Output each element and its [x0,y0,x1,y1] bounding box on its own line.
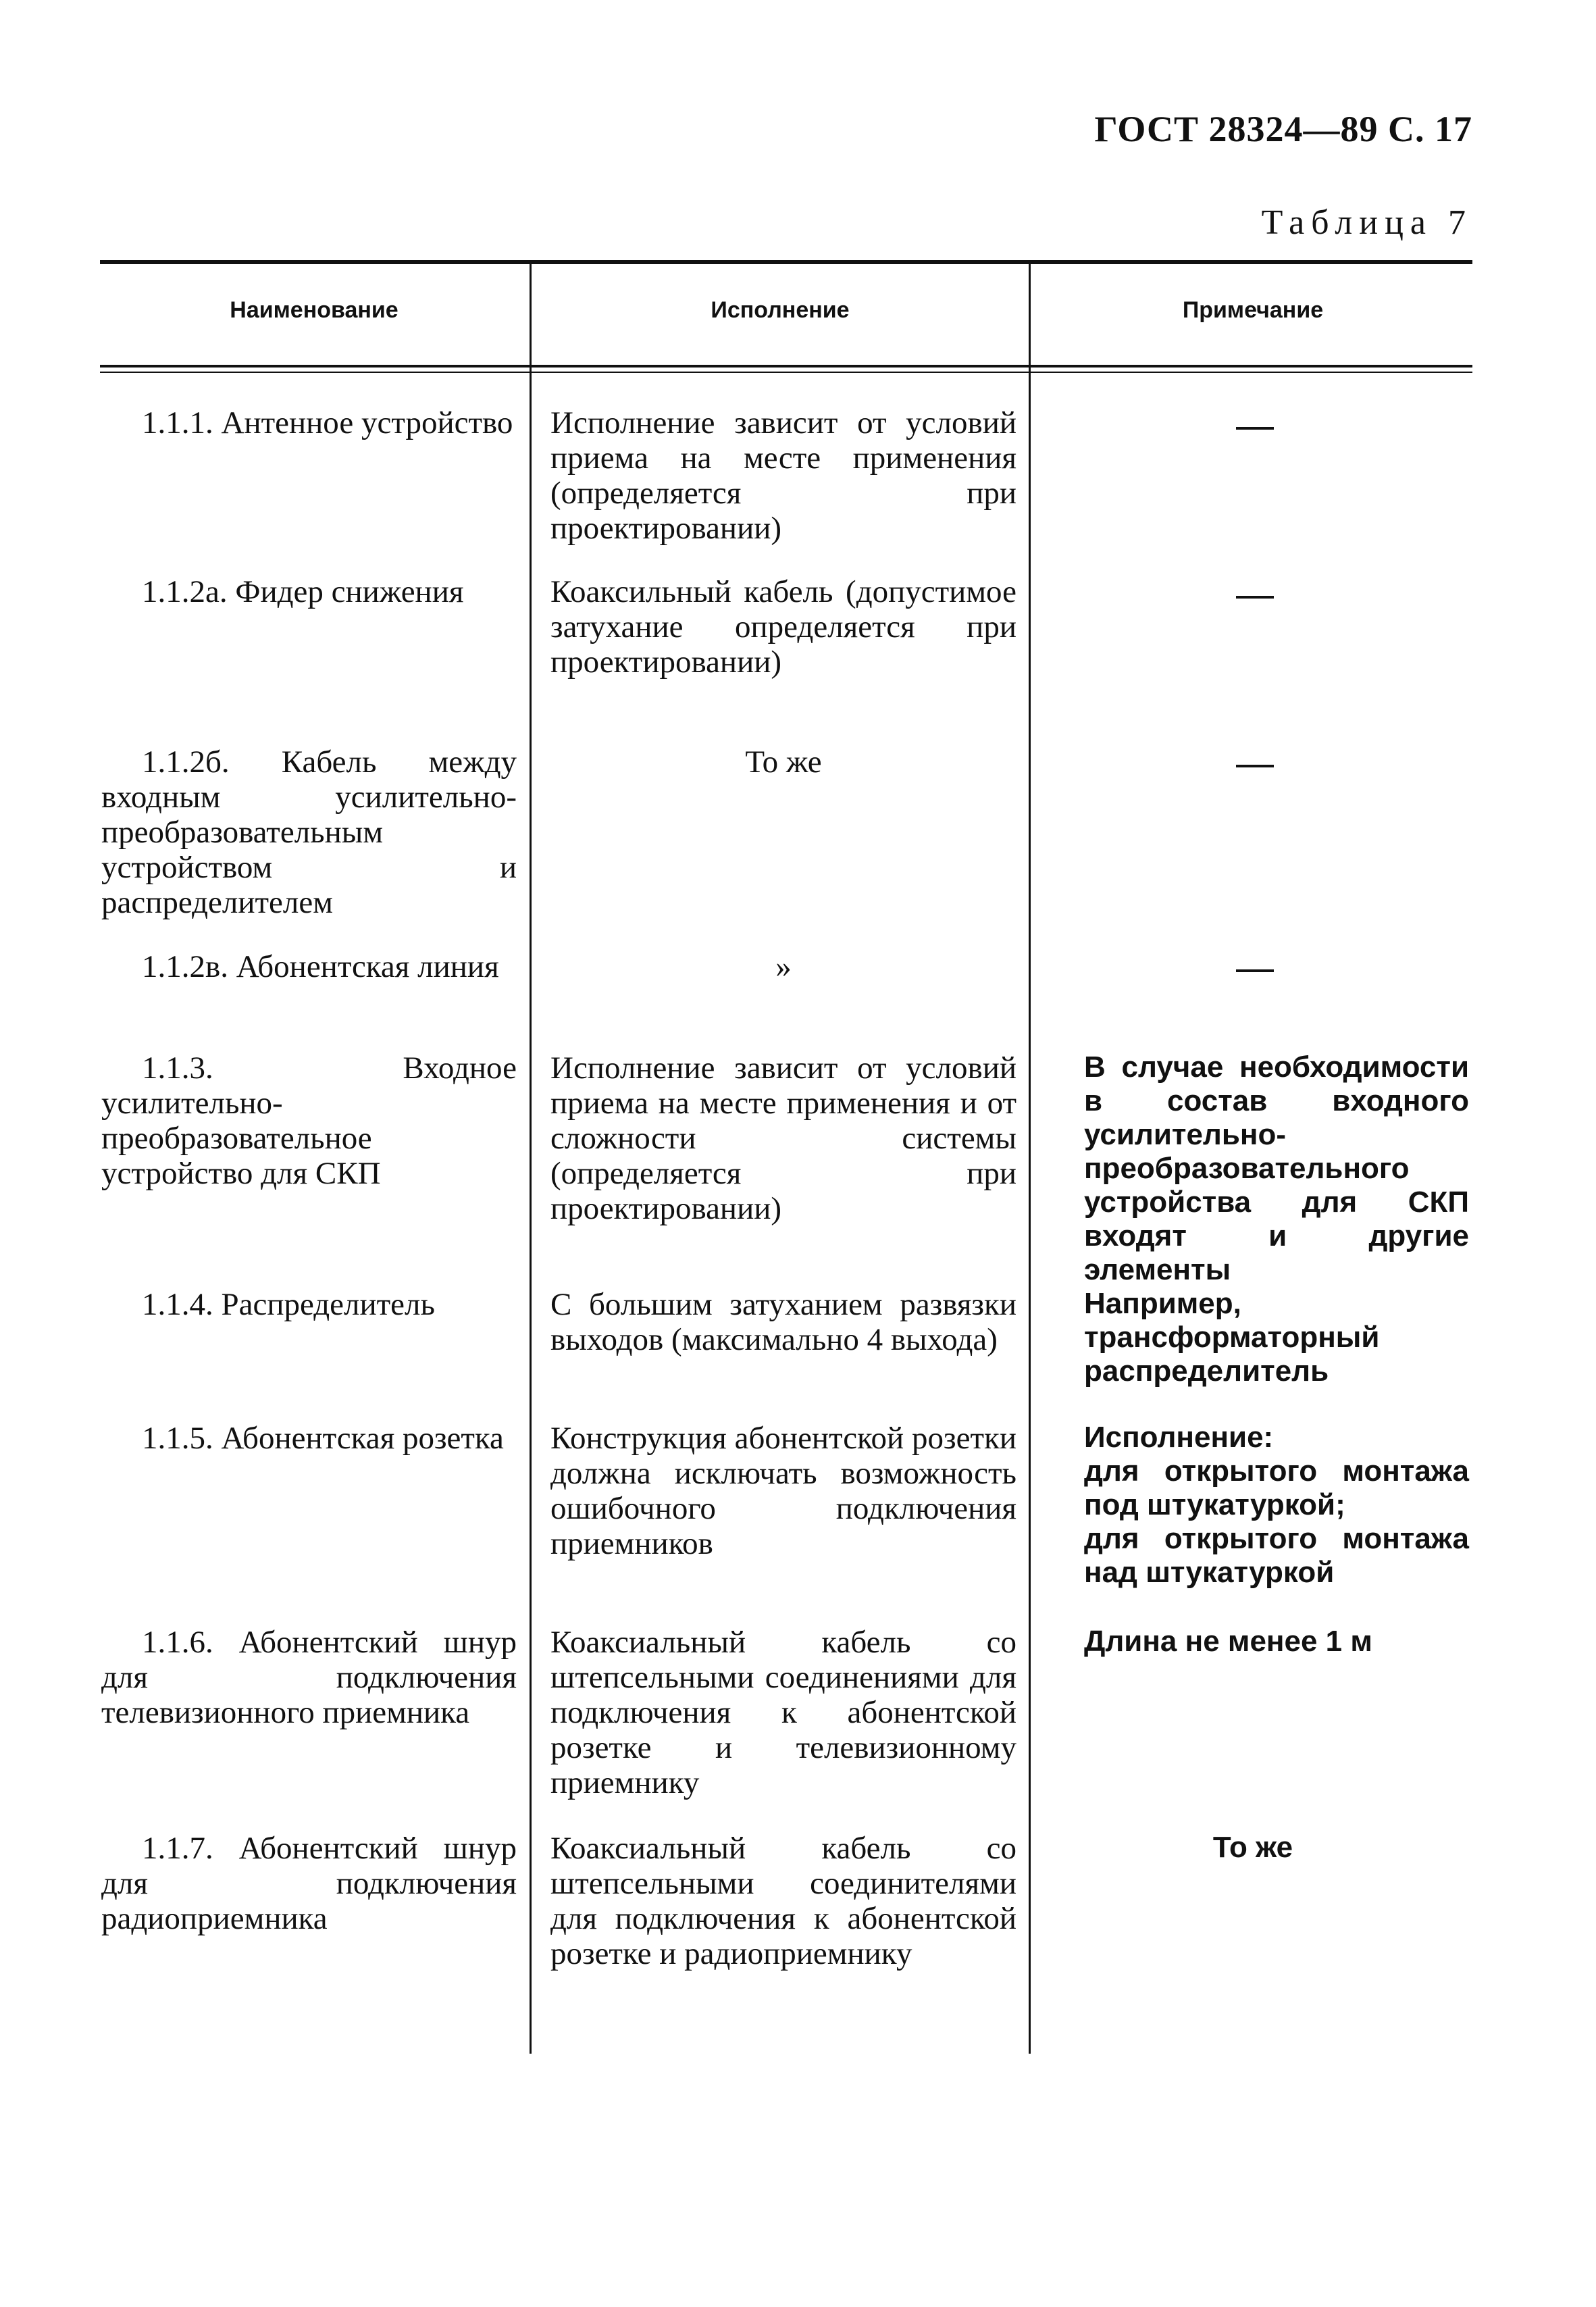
table-row-5-execution: Исполнение зависит от условий приема на месте применения и от сложности системы (определяется при проектировании) [550,1050,1016,1226]
table-top-rule [100,260,1472,264]
table-row-1-name: 1.1.1. Антенное устройство [142,405,513,440]
column-divider-1 [530,263,532,2054]
table-row-3-execution: То же [745,744,822,780]
table-row-7-execution: Конструкция абонентской розетки должна исключать возможность ошибочного подключения приемников [550,1421,1016,1561]
table-row-7-note-line-3: для открытого монтажа над штукатуркой [1084,1522,1469,1589]
table-row-1-execution: Исполнение зависит от условий приема на месте применения (определяется при проектировании) [550,405,1016,546]
column-header-note: Примечание [1182,297,1324,323]
table-row-2-execution: Коаксильный кабель (допустимое затухание определяется при проектировании) [550,574,1016,680]
column-divider-2 [1029,263,1031,2054]
table-row-2-name: 1.1.2а. Фидер снижения [142,574,464,609]
table-row-4-note-dash [1236,969,1274,972]
table-row-4-name: 1.1.2в. Абонентская линия [142,949,499,984]
table-row-7-name: 1.1.5. Абонентская розетка [142,1421,504,1456]
table-row-8-name: 1.1.6. Абонентский шнур для подключения телевизионного приемника [101,1625,517,1730]
table-row-6-note: Например, трансформаторный распределитель [1084,1287,1380,1388]
table-row-6-execution: С большим затуханием развязки выходов (максимально 4 выхода) [550,1287,1016,1357]
column-header-name: Наименование [230,297,398,323]
column-header-execution: Исполнение [711,297,850,323]
table-row-6-name: 1.1.4. Распределитель [142,1287,435,1322]
table-row-8-execution: Коаксиальный кабель со штепсельными соединениями для подключения к абонентской розетке и телевизионному приемнику [550,1625,1016,1800]
table-row-1-note-dash [1236,427,1274,430]
table-caption: Таблица 7 [1261,203,1472,242]
table-header-rule-2 [100,372,1472,373]
table-row-9-execution: Коаксиальный кабель со штепсельными соединителями для подключения к абонентской розетке и радиоприемнику [550,1831,1016,1971]
page-header: ГОСТ 28324—89 С. 17 [1094,109,1472,149]
table-row-7-note-line-2: для открытого монтажа под штукатуркой; [1084,1454,1469,1521]
table-row-5-note: В случае необходимости в состав входного усилительно-преобразовательного устройства для СКП входят и другие элементы [1084,1050,1469,1286]
table-row-3-name: 1.1.2б. Кабель между входным усилительно-преобразовательным устройством и распределителем [101,744,517,920]
table-row-9-name: 1.1.7. Абонентский шнур для подключения радиоприемника [101,1831,517,1936]
table-row-9-note: То же [1212,1831,1293,1864]
table-row-2-note-dash [1236,596,1274,599]
table-row-5-name: 1.1.3. Входное усилительно-преобразовательное устройство для СКП [101,1050,517,1191]
table-row-8-note: Длина не менее 1 м [1084,1625,1372,1658]
table-row-7-note-line-1: Исполнение: [1084,1421,1274,1454]
table-row-7-note [1084,1421,1469,1590]
table-row-4-execution: » [775,949,792,984]
table-header-rule [100,365,1472,367]
table-row-3-note-dash [1236,765,1274,767]
